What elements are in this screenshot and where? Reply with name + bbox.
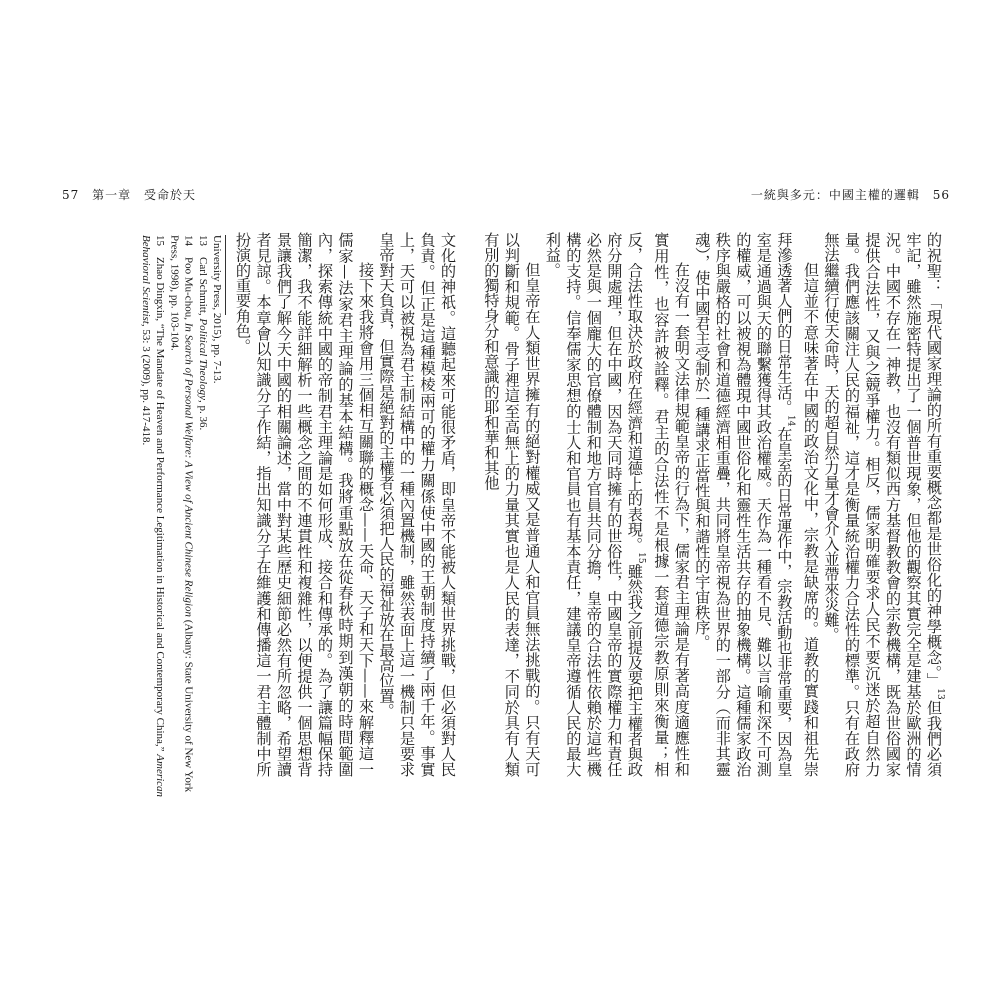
left-page-body bbox=[234, 232, 458, 777]
footnote bbox=[196, 235, 210, 805]
chapter-number: 第一章 bbox=[92, 188, 132, 202]
paragraph-text: 在沒有一套明文法律規範皇帝的行為下，儒家君主理論是有著高度適應性和實用性，也容許被詮釋。君主的合法性不是根據一套道德宗教原則來衡量；相反，合法性取決於政府在經濟和道德上的表現。 bbox=[625, 232, 691, 777]
footnote-text: , p. 36. bbox=[196, 400, 209, 431]
footnote-ref: 14 bbox=[785, 414, 796, 427]
footnote-title: Political Theology bbox=[196, 318, 209, 400]
paragraph: 接下來我將會用三個相互關聯的概念——天命、天子和天下——來解釋這一儒家—法家君主理論的基本結構。我將重點放在從春秋時期到漢朝的時間範圍內，探索傳統中國的帝制君主理論是如何形成、接合和傳承的。為了讓篇幅保持簡潔，我不能詳細解析一些概念之間的不連貫性和複雜性，以便提供一個思想背景讓我們了解今天中國的相關論述，當中對某些歷史細節必然有所忽略，希望讀者見諒。本章會以知識分子作結，指出知識分子在維護和傳播這一君主體制中所扮演的重要角色。 bbox=[234, 232, 375, 777]
footnote-ref: 15 bbox=[635, 552, 646, 564]
footnote bbox=[139, 235, 167, 805]
right-running-head bbox=[751, 186, 950, 203]
paragraph-text: 雖然我之前提及要把主權者與政府分開處理，但在中國，因為天同時擁有的世俗性，中國皇帝的實際權力和責任必然是與一個龐大的官僚體制和地方官員共同分擔，皇帝的合法性依賴於這些機構的支持。信奉儒家思想的士人和官員也有基本責任，建議皇帝遵循人民的最大利益。 bbox=[543, 232, 644, 777]
right-page-number: 56 bbox=[932, 188, 950, 202]
footnotes bbox=[136, 235, 224, 805]
footnote-ref: 13 bbox=[935, 688, 945, 700]
paragraph-text: 在皇室的日常運作中，宗教活動也非常重要，因為皇室是通過與天的聯繫獲得其政治權威。天作為一種看不見、難以言喻和深不可測的權威，可以被視為體現中國世俗化和靈性生活共存的抽象機構。這種儒家政治秩序與嚴格的社會和道德經濟相重疊，共同將皇帝視為世界的一部分（而非其靈魂），使中國君主受制於一種講求正當性與和諧性的宇宙秩序。 bbox=[693, 232, 794, 777]
footnote-text: Zhao Dingxin, “The Mandate of Heaven and Performance Legitimation in Historical and Contemporary China,” bbox=[154, 257, 167, 755]
footnote-divider bbox=[225, 235, 226, 315]
footnote-number: 15 bbox=[154, 235, 167, 246]
footnote-text: University Press, 2015), pp. 7-13. bbox=[211, 235, 223, 384]
right-page-body bbox=[482, 232, 950, 778]
book-title: 一統與多元：中國主權的邏輯 bbox=[750, 188, 920, 202]
paragraph bbox=[692, 232, 821, 777]
paragraph bbox=[542, 232, 692, 777]
footnote bbox=[210, 235, 224, 805]
paragraph: 但皇帝在人類世界擁有的絕對權威又是普通人和官員無法挑戰的。只有天可以判斷和規範。骨子裡這至高無上的力量其實也是人民的表達，不同於具有人類有別的獨特身分和意識的耶和華和其他 bbox=[482, 232, 542, 777]
footnote-text: Carl Schmitt, bbox=[196, 257, 209, 319]
footnote-title: American Behavioral Scientist bbox=[139, 235, 167, 798]
footnote-number: 13 bbox=[196, 235, 209, 246]
paragraph: 文化的神祇。這聽起來可能很矛盾，即皇帝不能被人類世界挑戰，但必須對人民負責。但正是這種模棱兩可的權力關係使中國的王朝制度持續了兩千年。事實上，天可以被視為君主制結構中的一種內置機制，雖然表面上這一機制只是要求皇帝對天負責，但實際是絕對的主權者必須把人民的福祉放在最高位置。 bbox=[377, 232, 457, 777]
paragraph-text: 但我們必須牢記，雖然施密特提出了一個普世現象，但他的觀察其實完全是建基於歐洲的情況。中國不存在一神教，也沒有類似西方基督教教會的宗教機構，既為世俗國家提供合法性，又與之競爭權力。相反，儒家明確要求人民不要沉迷於超自然力量。我們應該關注人民的福祉，這才是衡量統治權力合法性的標準。只有在政府無法繼續行使天命時，天的超自然力量才會介入並帶來災難。 bbox=[822, 232, 943, 778]
footnote-title: In Search of Personal Welfare: A View of Ancient Chinese Religion bbox=[182, 322, 195, 618]
left-running-head bbox=[62, 186, 196, 203]
paragraph-text: 但這並不意味著在中國的政治文化中，宗教是缺席的。道教的實踐和祖先崇拜滲透著人們的日常生活。 bbox=[775, 232, 820, 777]
left-page-number: 57 bbox=[62, 188, 80, 202]
footnote-text: Poo Mu-chou, bbox=[182, 257, 195, 323]
footnote bbox=[167, 235, 195, 805]
footnote-text: , 53: 3 (2009), pp. 417-418. bbox=[139, 323, 152, 446]
paragraph bbox=[821, 232, 950, 777]
footnote-text: (Albany: State University of New York Press, 1998), pp. 103-104. bbox=[168, 235, 195, 793]
footnote-number: 14 bbox=[182, 235, 195, 246]
chapter-title: 受命於天 bbox=[143, 188, 196, 202]
paragraph-text: 的祝聖：「現代國家理論的所有重要概念都是世俗化的神學概念。」 bbox=[924, 232, 943, 689]
